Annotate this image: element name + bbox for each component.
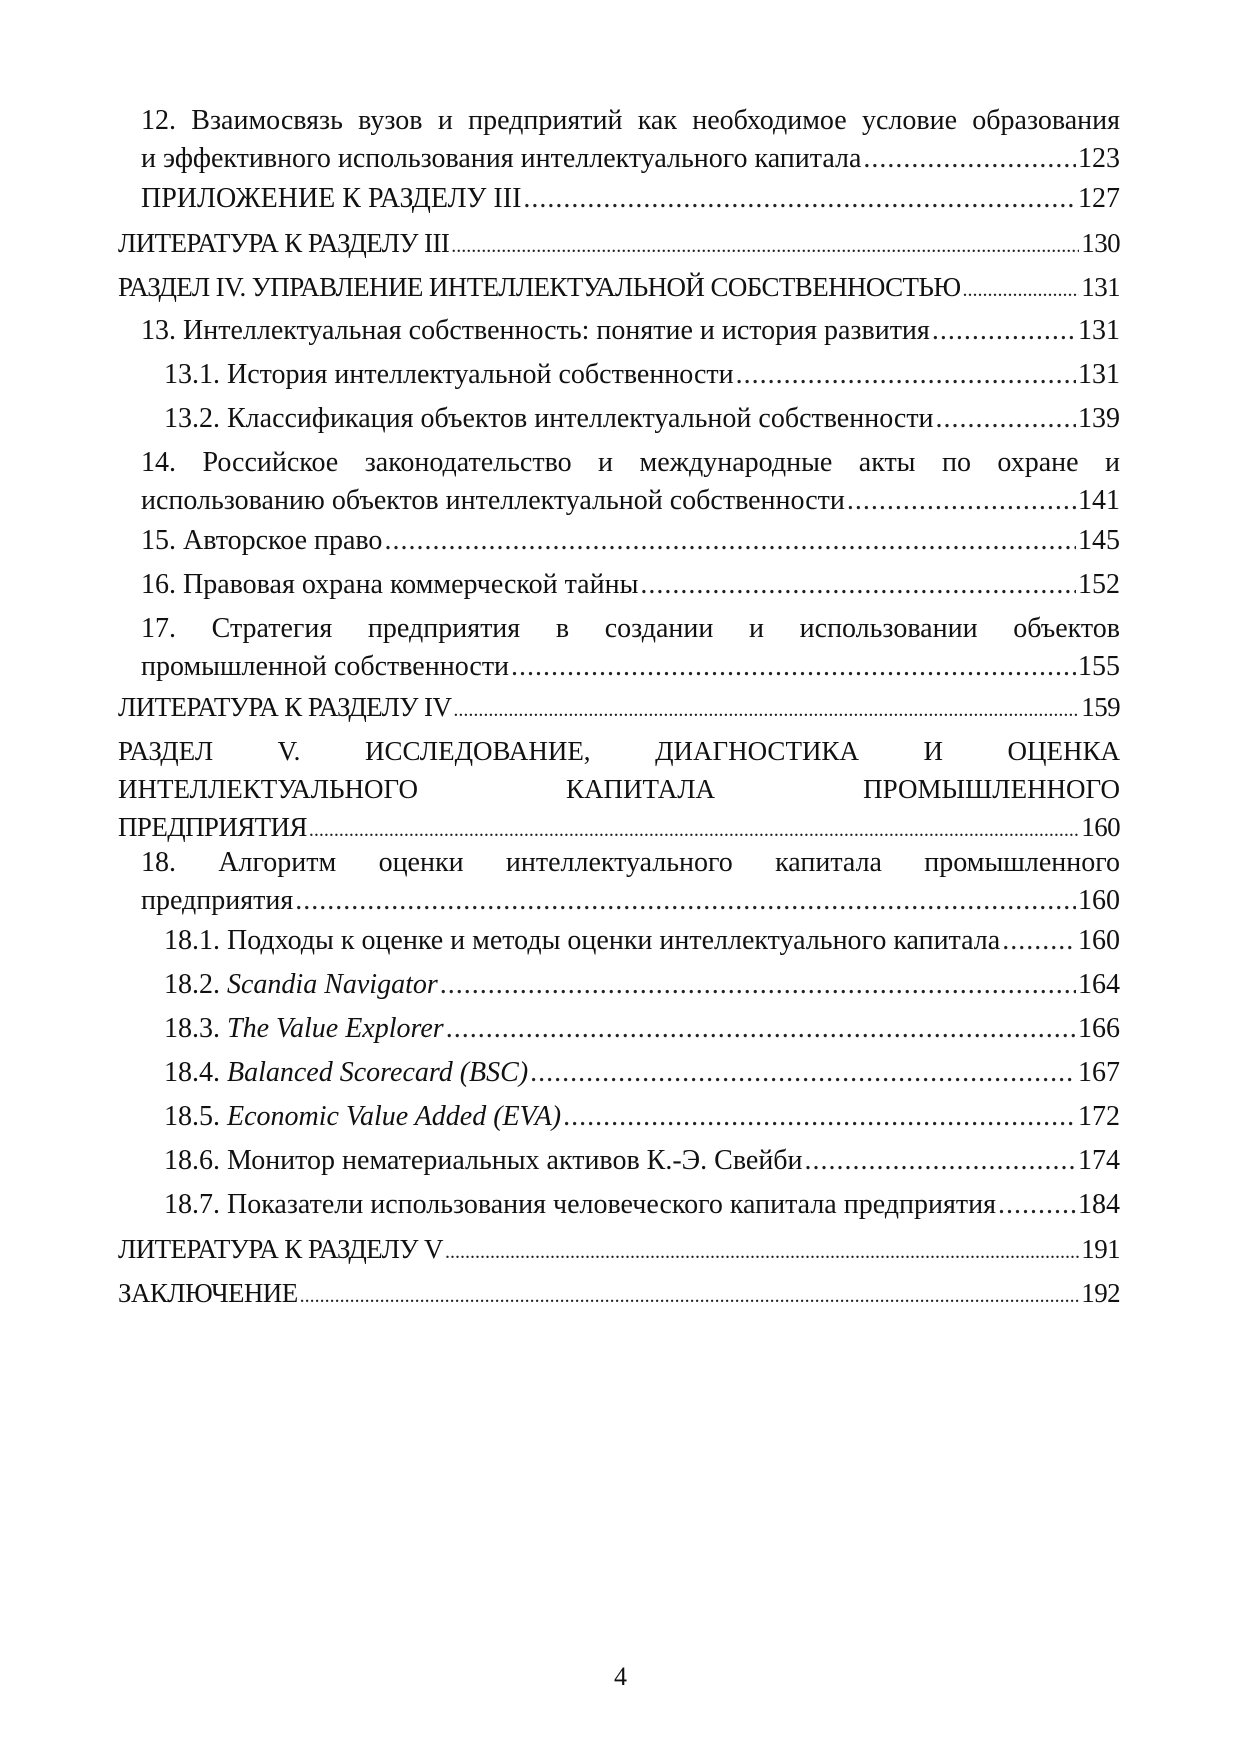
toc-entry-13-2-title: 13.2. Классификация объектов интеллектуальной собственности bbox=[164, 403, 934, 434]
leader-dots bbox=[384, 522, 1076, 560]
toc-entry-14 bbox=[141, 444, 1120, 520]
toc-entry-14-line1: 14. Российское законодательство и международные акты по охране и bbox=[141, 447, 1120, 478]
toc-entry-18 bbox=[141, 844, 1120, 920]
toc-entry-13 bbox=[141, 312, 1120, 350]
toc-entry-18-1-page: 160 bbox=[1078, 925, 1120, 956]
toc-entry-section-5-line1: РАЗДЕЛ V. ИССЛЕДОВАНИЕ, ДИАГНОСТИКА И ОЦЕНКА bbox=[118, 736, 1120, 766]
toc-entry-section-4 bbox=[118, 268, 1120, 306]
toc-entry-18-6-page: 174 bbox=[1078, 1145, 1120, 1176]
leader-dots bbox=[440, 966, 1076, 1004]
toc-entry-section-4-title: РАЗДЕЛ IV. УПРАВЛЕНИЕ ИНТЕЛЛЕКТУАЛЬНОЙ СОБСТВЕННОСТЬЮ bbox=[118, 272, 961, 302]
toc-entry-18-7 bbox=[164, 1186, 1120, 1224]
toc-entry-appendix-3-title: ПРИЛОЖЕНИЕ К РАЗДЕЛУ III bbox=[141, 183, 522, 214]
toc-entry-14-line2: использованию объектов интеллектуальной собственности bbox=[141, 485, 845, 516]
leader-dots bbox=[563, 1098, 1076, 1136]
leader-dots bbox=[998, 1186, 1076, 1224]
toc-entry-literature-5-title: ЛИТЕРАТУРА К РАЗДЕЛУ V bbox=[118, 1234, 443, 1264]
toc-entry-18-2 bbox=[164, 966, 1120, 1004]
toc-entry-section-4-page: 131 bbox=[1081, 272, 1120, 302]
toc-entry-13-title: 13. Интеллектуальная собственность: понятие и история развития bbox=[141, 315, 930, 346]
leader-dots bbox=[300, 1277, 1080, 1315]
leader-dots bbox=[932, 312, 1076, 350]
toc-entry-16-title: 16. Правовая охрана коммерческой тайны bbox=[141, 569, 639, 600]
toc-entry-12-line1: 12. Взаимосвязь вузов и предприятий как необходимое условие образования bbox=[141, 105, 1120, 136]
leader-dots bbox=[446, 1010, 1076, 1048]
toc-entry-17-page: 155 bbox=[1078, 651, 1120, 682]
toc-entry-13-1-title: 13.1. История интеллектуальной собственности bbox=[164, 359, 734, 390]
toc-entry-13-2-page: 139 bbox=[1078, 403, 1120, 434]
toc-entry-17-line2: промышленной собственности bbox=[141, 651, 510, 682]
leader-dots bbox=[640, 566, 1076, 604]
leader-dots bbox=[530, 1054, 1076, 1092]
toc-entry-18-page: 160 bbox=[1078, 885, 1120, 916]
leader-dots bbox=[445, 1233, 1079, 1271]
toc-entry-12 bbox=[141, 102, 1120, 178]
leader-dots bbox=[523, 180, 1076, 218]
toc-entry-18-line2: предприятия bbox=[141, 885, 294, 916]
toc-entry-18-2-number: 18.2. bbox=[164, 969, 220, 1000]
toc-entry-section-5-line2: ИНТЕЛЛЕКТУАЛЬНОГО КАПИТАЛА ПРОМЫШЛЕННОГО bbox=[118, 774, 1120, 804]
leader-dots bbox=[936, 400, 1076, 438]
toc-entry-section-5-page: 160 bbox=[1081, 812, 1120, 842]
toc-entry-12-line2: и эффективного использования интеллектуального капитала bbox=[141, 143, 862, 174]
toc-entry-18-7-page: 184 bbox=[1078, 1189, 1120, 1220]
toc-entry-18-5-page: 172 bbox=[1078, 1101, 1120, 1132]
leader-dots bbox=[805, 1142, 1076, 1180]
leader-dots bbox=[451, 227, 1079, 265]
toc-entry-18-4-number: 18.4. bbox=[164, 1057, 220, 1088]
toc-entry-14-page: 141 bbox=[1078, 485, 1120, 516]
leader-dots bbox=[453, 691, 1079, 729]
toc-entry-18-3-page: 166 bbox=[1078, 1013, 1120, 1044]
toc-entry-literature-4 bbox=[118, 688, 1120, 726]
toc-entry-18-line1: 18. Алгоритм оценки интеллектуального капитала промышленного bbox=[141, 847, 1120, 878]
toc-entry-18-4 bbox=[164, 1054, 1120, 1092]
toc-entry-conclusion-title: ЗАКЛЮЧЕНИЕ bbox=[118, 1278, 298, 1308]
toc-entry-literature-5 bbox=[118, 1230, 1120, 1268]
leader-dots bbox=[847, 482, 1076, 520]
toc-entry-literature-4-page: 159 bbox=[1081, 692, 1120, 722]
toc-entry-18-1 bbox=[164, 922, 1120, 960]
leader-dots bbox=[295, 882, 1076, 920]
toc-entry-18-3-number: 18.3. bbox=[164, 1013, 220, 1044]
leader-dots bbox=[511, 648, 1076, 686]
toc-entry-section-5-line3: ПРЕДПРИЯТИЯ bbox=[118, 812, 307, 842]
toc-entry-literature-4-title: ЛИТЕРАТУРА К РАЗДЕЛУ IV bbox=[118, 692, 452, 722]
toc-entry-18-4-title: Balanced Scorecard (BSC) bbox=[227, 1057, 529, 1088]
toc-entry-18-2-page: 164 bbox=[1078, 969, 1120, 1000]
toc-entry-16-page: 152 bbox=[1078, 569, 1120, 600]
toc-entry-appendix-3-page: 127 bbox=[1078, 183, 1120, 214]
toc-entry-literature-3-title: ЛИТЕРАТУРА К РАЗДЕЛУ III bbox=[118, 228, 450, 258]
toc-entry-18-1-title: 18.1. Подходы к оценке и методы оценки интеллектуального капитала bbox=[164, 925, 1001, 956]
leader-dots bbox=[1002, 922, 1076, 960]
toc-entry-18-5-title: Economic Value Added (EVA) bbox=[227, 1101, 562, 1132]
toc-entry-15 bbox=[141, 522, 1120, 560]
toc-entry-17-line1: 17. Стратегия предприятия в создании и использовании объектов bbox=[141, 613, 1120, 644]
toc-entry-12-page: 123 bbox=[1078, 143, 1120, 174]
leader-dots bbox=[863, 140, 1076, 178]
leader-dots bbox=[962, 271, 1079, 309]
toc-entry-17 bbox=[141, 610, 1120, 686]
toc-entry-13-page: 131 bbox=[1078, 315, 1120, 346]
toc-entry-13-1-page: 131 bbox=[1078, 359, 1120, 390]
toc-entry-literature-3-page: 130 bbox=[1081, 228, 1120, 258]
toc-entry-section-5 bbox=[118, 732, 1120, 846]
toc-entry-15-page: 145 bbox=[1078, 525, 1120, 556]
toc-entry-16 bbox=[141, 566, 1120, 604]
toc-entry-conclusion bbox=[118, 1274, 1120, 1312]
toc-entry-appendix-3 bbox=[141, 180, 1120, 218]
toc-entry-18-4-page: 167 bbox=[1078, 1057, 1120, 1088]
toc-entry-18-5-number: 18.5. bbox=[164, 1101, 220, 1132]
toc-entry-18-2-title: Scandia Navigator bbox=[227, 969, 438, 1000]
toc-entry-18-6 bbox=[164, 1142, 1120, 1180]
toc-entry-literature-5-page: 191 bbox=[1081, 1234, 1120, 1264]
toc-entry-18-7-title: 18.7. Показатели использования человеческого капитала предприятия bbox=[164, 1189, 996, 1220]
toc-entry-18-6-title: 18.6. Монитор нематериальных активов К.-Э. Свейби bbox=[164, 1145, 803, 1176]
toc-entry-literature-3 bbox=[118, 224, 1120, 262]
page-number: 4 bbox=[614, 1662, 627, 1691]
leader-dots bbox=[736, 356, 1076, 394]
toc-entry-18-3 bbox=[164, 1010, 1120, 1048]
toc-entry-15-title: 15. Авторское право bbox=[141, 525, 383, 556]
toc-entry-18-3-title: The Value Explorer bbox=[227, 1013, 444, 1044]
toc-entry-18-5 bbox=[164, 1098, 1120, 1136]
toc-entry-13-1 bbox=[164, 356, 1120, 394]
toc-entry-conclusion-page: 192 bbox=[1081, 1278, 1120, 1308]
toc-entry-13-2 bbox=[164, 400, 1120, 438]
